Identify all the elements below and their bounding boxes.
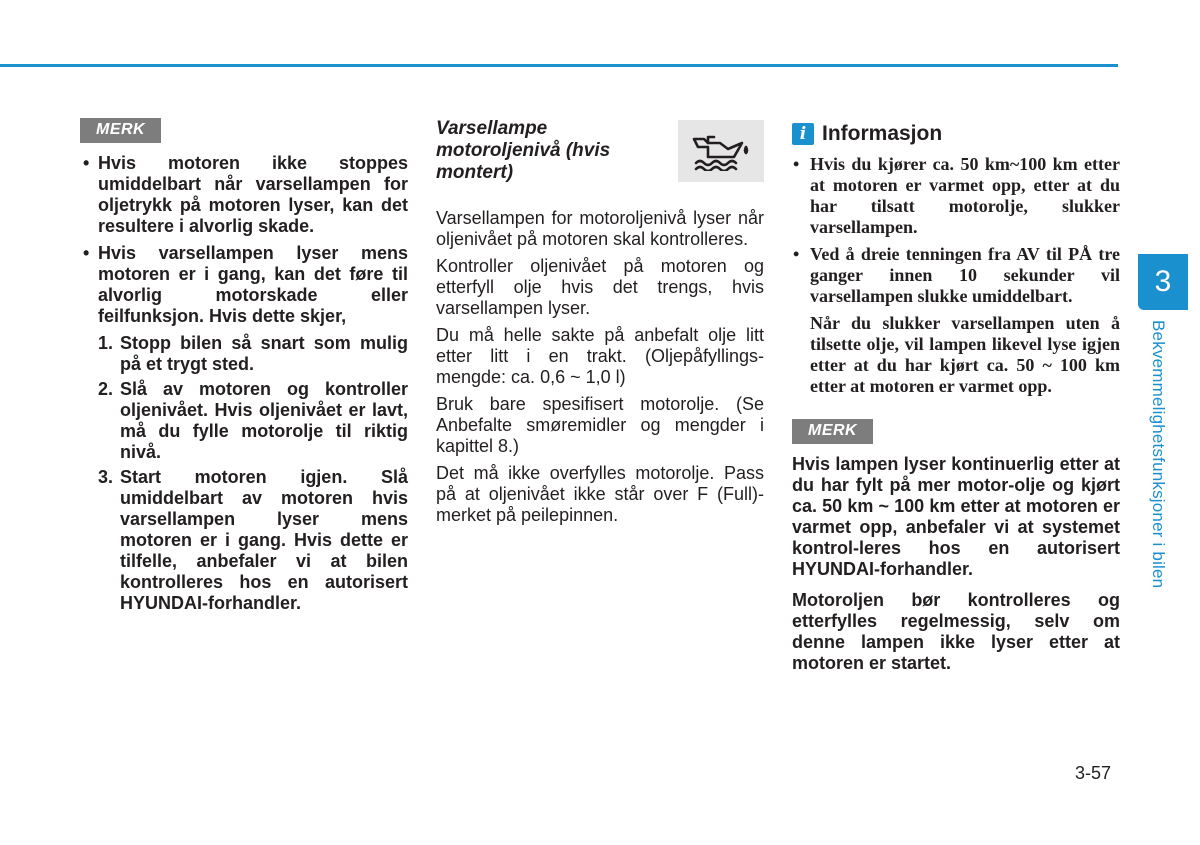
info-icon: i bbox=[792, 123, 814, 145]
chapter-title: Bekvemmelighetsfunksjoner i bilen bbox=[1149, 320, 1168, 589]
list-item-text: Hvis varsellampen lyser mens motoren er i gang, kan det føre til alvorlig motorskade eller feilfunksjon. Hvis dette skjer, bbox=[98, 243, 408, 326]
list-item: • Hvis du kjører ca. 50 km~100 km etter at motoren er varmet opp, etter at du har tilsatt motorolje, slukker varsellampen. bbox=[792, 154, 1120, 238]
step-text: Slå av motoren og kontroller oljenivået. Hvis oljenivået er lavt, må du fylle motorolje til riktig nivå. bbox=[120, 379, 408, 462]
step-number: 3. bbox=[98, 467, 114, 487]
merk-label: MERK bbox=[792, 419, 873, 444]
paragraph: Varsellampen for motoroljenivå lyser når oljenivået på motoren skal kontrolleres. bbox=[436, 208, 764, 249]
step-item bbox=[98, 333, 408, 375]
step-text: Stopp bilen så snart som mulig på et trygt sted. bbox=[120, 333, 408, 374]
info-header bbox=[792, 122, 1120, 146]
info-note: Når du slukker varsellampen uten å tilsette olje, vil lampen likevel lyse igjen etter at du har kjørt ca. 50 ~ 100 km etter at motoren er varmet opp. bbox=[810, 313, 1120, 396]
page-number: 3-57 bbox=[1075, 763, 1112, 783]
header-rule bbox=[0, 64, 1118, 67]
column-middle bbox=[436, 118, 764, 532]
column-left bbox=[80, 118, 408, 620]
oil-level-warning-icon bbox=[678, 120, 764, 182]
list-item: • Hvis motoren ikke stoppes umiddelbart når varsellampen for oljetrykk på motoren lyser, kan det resultere i alvorlig skade. bbox=[80, 153, 408, 237]
paragraph: Bruk bare spesifisert motorolje. (Se Anbefalte smøremidler og mengder i kapittel 8.) bbox=[436, 394, 764, 456]
merk-block bbox=[792, 419, 1120, 444]
steps-list bbox=[98, 333, 408, 614]
oil-can-icon bbox=[690, 131, 752, 171]
step-text: Start motoren igjen. Slå umiddelbart av motoren hvis varsellampen lyser mens motoren er i gang. Hvis dette er tilfelle, anbefaler vi at bilen kontrolleres hos en autorisert HYUNDAI-forhandler. bbox=[120, 467, 408, 613]
paragraph: Motoroljen bør kontrolleres og etterfylles regelmessig, selv om denne lampen ikke lyser etter at motoren er startet. bbox=[792, 590, 1120, 673]
paragraph: Kontroller oljenivået på motoren og etterfyll olje hvis det trengs, hvis varsellampen lyser. bbox=[436, 256, 764, 318]
step-item bbox=[98, 379, 408, 463]
paragraph: Det må ikke overfylles motorolje. Pass på at oljenivået ikke står over F (Full)-merket på peilepinnen. bbox=[436, 463, 764, 525]
warning-list bbox=[80, 153, 408, 614]
section-heading: Varsellampe motoroljenivå (hvis montert) bbox=[436, 118, 611, 183]
paragraph: Hvis lampen lyser kontinuerlig etter at du har fylt på mer motor-olje og kjørt ca. 50 km ~ 100 km etter at motoren er varmet opp, anbefaler vi at systemet kontrol-leres hos en autorisert HYUNDAI-forhandler. bbox=[792, 454, 1120, 579]
list-item: • Ved å dreie tenningen fra AV til PÅ tre ganger innen 10 sekunder vil varsellampen slukke umiddelbart. bbox=[792, 244, 1120, 307]
merk-label: MERK bbox=[80, 118, 161, 143]
paragraph: Du må helle sakte på anbefalt olje litt etter litt i en trakt. (Oljepåfyllings-mengde: ca. 0,6 ~ 1,0 l) bbox=[436, 325, 764, 387]
step-number: 1. bbox=[98, 333, 114, 353]
info-title: Informasjon bbox=[822, 122, 943, 145]
chapter-tab: 3 bbox=[1138, 254, 1188, 310]
column-right bbox=[792, 118, 1120, 680]
info-list bbox=[792, 154, 1120, 307]
list-item bbox=[80, 243, 408, 614]
step-item bbox=[98, 467, 408, 614]
step-number: 2. bbox=[98, 379, 114, 399]
